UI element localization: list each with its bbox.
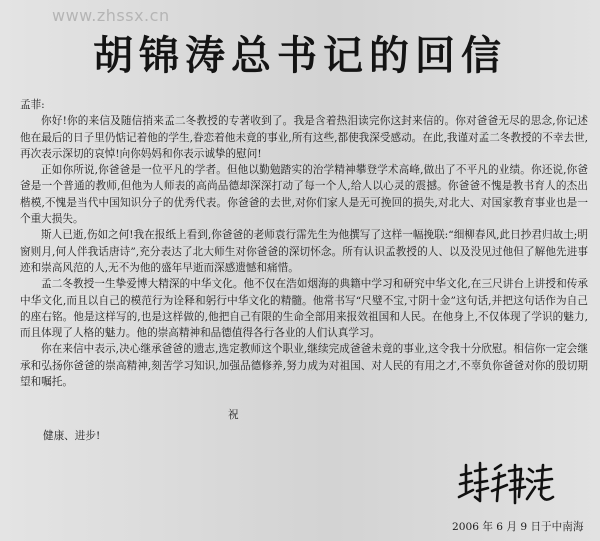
closing-wish: 健康、进步!: [43, 430, 101, 442]
paragraph-3: 斯人已逝,伤如之何!我在报纸上看到,你爸爸的老师袁行霈先生为他撰写了这样一幅挽联:“细柳春风,此日抄君归故土;明窗则月,何人伴我话唐诗”,充分表达了北大师生对你爸爸的深切怀念。所有认识孟教授的人、以及没见过他但了解他先进事迹和崇高风范的人,无不为他的盛年早逝而深感遗憾和痛惜。: [20, 229, 588, 274]
paragraph-4: 孟二冬教授一生挚爱博大精深的中华文化。他不仅在浩如烟海的典籍中学习和研究中华文化,在三尺讲台上讲授和传承中华文化,而且以自己的模范行为诠释和躬行中华文化的精髓。他常书写“尺璧不宝,寸阴十金”这句话,并把这句话作为自己的座右铭。他是这样写的,也是这样做的,他把自己有限的生命全部用来报效祖国和人民。在他身上,不仅体现了学识的魅力,而且体现了人格的魅力。他的崇高精神和品德值得各行各业的人们认真学习。: [20, 278, 588, 340]
paragraph-5: 你在来信中表示,决心继承爸爸的遗志,选定教师这个职业,继续完成爸爸未竟的事业,这令我十分欣慰。相信你一定会继承和弘扬你爸爸的崇高精神,刻苦学习知识,加强品德修养,努力成为对祖国、对人民的有用之才,不辜负你爸爸对你的殷切期望和嘱托。: [20, 343, 588, 389]
letter-date: 2006 年 6 月 9 日于中南海: [452, 521, 584, 533]
handwritten-signature: [455, 457, 555, 511]
salutation: 孟菲:: [20, 99, 45, 111]
letter-body: [20, 97, 588, 390]
watermark-text: www.zhssx.cn: [52, 6, 170, 25]
paragraph-1: 你好!你的来信及随信捎来孟二冬教授的专著收到了。我是含着热泪读完你这封来信的。你对爸爸无尽的思念,你记述他在最后的日子里仍惦记着他的学生,眷恋着他未竟的事业,所有这些,都使我深受感动。在此,我谨对孟二冬教授的不幸去世,再次表示深切的哀悼!向你妈妈和你表示诚挚的慰问!: [20, 115, 588, 160]
paragraph-2: 正如你所说,你爸爸是一位平凡的学者。但他以勤勉踏实的治学精神攀登学术高峰,做出了不平凡的业绩。你还说,你爸爸是一个普通的教师,但他为人师表的高尚品德却深深打动了每一个人,给人以心灵的震撼。你爸爸不愧是教书育人的杰出楷模,不愧是当代中国知识分子的优秀代表。你爸爸的去世,对你们家人是无可挽回的损失,对北大、对国家教育事业也是一个重大损失。: [20, 164, 588, 226]
page-title: 胡锦涛总书记的回信: [93, 33, 507, 79]
signoff: 祝: [228, 409, 239, 421]
